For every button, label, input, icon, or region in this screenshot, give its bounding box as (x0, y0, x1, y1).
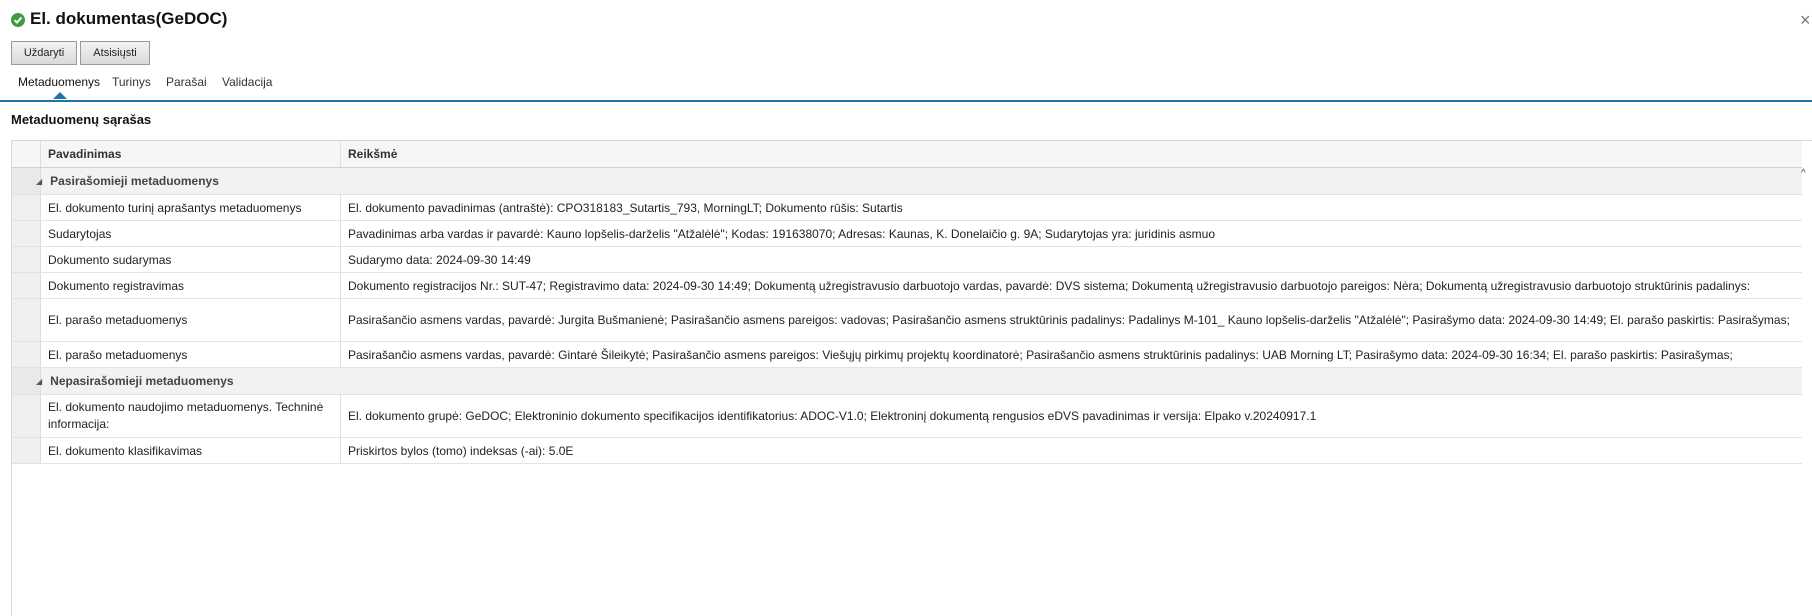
window-title: El. dokumentas(GeDOC) (30, 9, 228, 28)
table-row[interactable] (12, 438, 1802, 464)
row-gutter (12, 273, 41, 298)
tab-underline (0, 100, 1812, 102)
cell-value: Priskirtos bylos (tomo) indeksas (-ai): 5.0E (348, 443, 574, 458)
section-title: Metaduomenų sąrašas (11, 112, 152, 127)
tab-turinys[interactable]: Turinys (112, 75, 151, 89)
check-circle-icon (11, 13, 25, 27)
table-row[interactable] (12, 195, 1802, 221)
group-label (36, 368, 234, 394)
row-gutter (12, 342, 41, 367)
cell-value: El. dokumento pavadinimas (antraštė): CPO318183_Sutartis_793, MorningLT; Dokumento rūšis: Sutartis (348, 200, 903, 215)
tab-validacija[interactable]: Validacija (222, 75, 273, 89)
group-row-signed[interactable] (12, 168, 1802, 195)
cell-name: Dokumento sudarymas (41, 247, 341, 272)
cell-name: El. parašo metaduomenys (41, 299, 341, 341)
download-button[interactable]: Atsisiųsti (80, 41, 150, 65)
cell-name: El. parašo metaduomenys (41, 342, 341, 367)
group-title: Nepasirašomieji metaduomenys (50, 374, 234, 388)
table-row[interactable] (12, 273, 1802, 299)
row-gutter (12, 141, 41, 167)
cell-name: El. dokumento turinį aprašantys metaduomenys (41, 195, 341, 220)
collapse-triangle-icon[interactable]: ◢ (36, 176, 43, 186)
table-row[interactable] (12, 221, 1802, 247)
collapse-triangle-icon[interactable]: ◢ (36, 376, 43, 386)
toolbar (11, 41, 150, 65)
table-row[interactable] (12, 299, 1802, 342)
active-tab-indicator (53, 92, 67, 99)
table-header (12, 141, 1802, 168)
window-title-bar (0, 0, 1812, 40)
close-icon[interactable]: × (1800, 10, 1811, 30)
tab-parasai[interactable]: Parašai (166, 75, 207, 89)
cell-value: Pasirašančio asmens vardas, pavardė: Jurgita Bušmanienė; Pasirašančio asmens pareigos: vadovas; Pasirašančio asmens struktūrinis padalinys: Padalinys M-101_ Kauno lopšelis-darželis "Atžalėlė"; Pasirašymo data: 2024-09-30 14:49; El. parašo paskirtis: Pasirašymas; (348, 312, 1790, 327)
cell-name: El. dokumento klasifikavimas (41, 438, 341, 463)
column-header-value[interactable]: Reikšmė (348, 147, 398, 161)
cell-name: El. dokumento naudojimo metaduomenys. Techninė informacija: (41, 395, 341, 437)
group-title: Pasirašomieji metaduomenys (50, 174, 219, 188)
cell-value: Pasirašančio asmens vardas, pavardė: Gintarė Šileikytė; Pasirašančio asmens pareigos: Viešųjų pirkimų projektų koordinatorė; Pasirašančio asmens struktūrinis padalinys: UAB Morning LT; Pasirašymo data: 2024-09-30 16:34; El. parašo paskirtis: Pasirašymas; (348, 347, 1733, 362)
table-row[interactable] (12, 342, 1802, 368)
row-gutter (12, 195, 41, 220)
table-row[interactable] (12, 395, 1802, 438)
column-header-name[interactable]: Pavadinimas (41, 141, 341, 167)
table-row[interactable] (12, 247, 1802, 273)
cell-value: El. dokumento grupė: GeDOC; Elektroninio dokumento specifikacijos identifikatorius: ADOC-V1.0; Elektroninį dokumentą rengusios eDVS pavadinimas ir versija: Elpako v.20240917.1 (348, 409, 1317, 423)
row-gutter (12, 438, 41, 463)
chevron-up-icon[interactable]: ^ (1801, 168, 1806, 179)
cell-value: Sudarymo data: 2024-09-30 14:49 (348, 252, 531, 267)
row-gutter (12, 221, 41, 246)
group-label (36, 168, 219, 194)
group-row-unsigned[interactable] (12, 368, 1802, 395)
cell-name: Dokumento registravimas (41, 273, 341, 298)
cell-name: Sudarytojas (41, 221, 341, 246)
close-button[interactable]: Uždaryti (11, 41, 77, 65)
row-gutter (12, 247, 41, 272)
row-gutter (12, 299, 41, 341)
tab-metaduomenys[interactable]: Metaduomenys (18, 75, 101, 89)
row-gutter (12, 395, 41, 437)
metadata-table (11, 140, 1812, 616)
cell-value: Dokumento registracijos Nr.: SUT-47; Registravimo data: 2024-09-30 14:49; Dokumentą užregistravusio darbuotojo vardas, pavardė: DVS sistema; Dokumentą užregistravusio darbuotojo pareigos: Nėra; Dokumentą užregistravusio darbuotojo struktūrinis padalinys: (348, 278, 1751, 293)
cell-value: Pavadinimas arba vardas ir pavardė: Kauno lopšelis-darželis "Atžalėlė"; Kodas: 191638070; Adresas: Kaunas, K. Donelaičio g. 9A; Sudarytojas yra: juridinis asmuo (348, 226, 1215, 241)
tab-bar (11, 69, 1812, 101)
